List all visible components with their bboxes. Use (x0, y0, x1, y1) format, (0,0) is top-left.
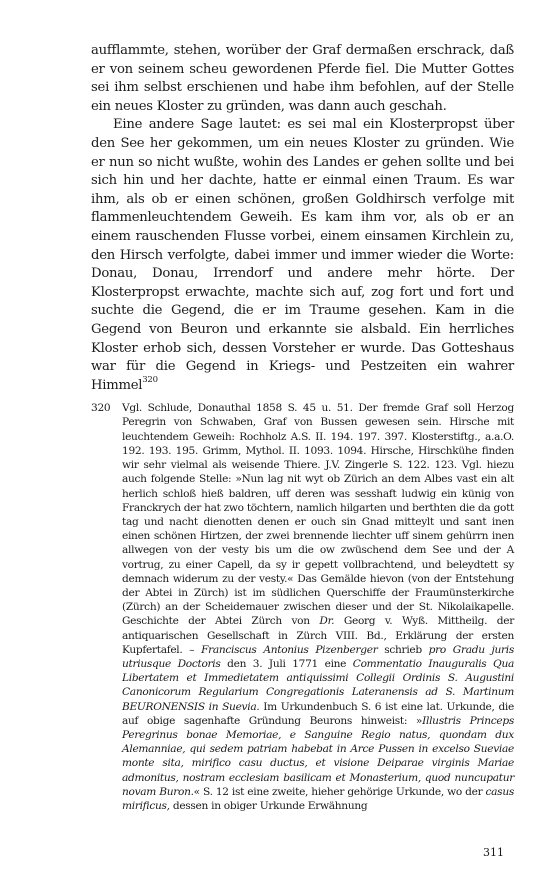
footnote-reference[interactable]: 320 (142, 375, 158, 386)
page-number: 311 (483, 846, 504, 859)
page-content (91, 42, 514, 813)
paragraph-2-text: Eine andere Sage lautet: es sei mal ein Klosterpropst über den See her gekommen, um ein neues Kloster zu gründen. Wie er nun so nicht wußte, wohin des Landes er gehen sollte und bei sich hin und her dachte, hatte er einmal einen Traum. Es war ihm, als ob er einen schönen, großen Goldhirsch verfolge mit flammenleuchtendem Geweih. Es kam ihm vor, als ob er an einem rauschenden Flusse vorbei, einem einsamen Kirchlein zu, den Hirsch verfolgte, dabei immer und immer wieder die Worte: Donau, Donau, Irrendorf und andere mehr hörte. Der Klosterpropst erwachte, machte sich auf, zog fort und fort und suchte die Gegend, die er im Traume gesehen. Kam in die Gegend von Beuron und erkannte sie alsbald. Ein herrliches Kloster erhob sich, dessen Vorsteher er wurde. Das Gotteshaus war für die Gegend in Kriegs- und Pestzeiten ein wahrer Himmel (91, 117, 514, 393)
footnote-italic-2: Franciscus Antonius Pizenberger (201, 643, 378, 656)
footnote-italic-4: Commentatio Inauguralis Qua Libertatem et Immedietatem antiquissimi Collegii Ordinis S. Augustini Canonicorum Regularium Congregationis Lateranensis ad S. Martinum BEURONENSIS in Suevia. (122, 657, 514, 713)
paragraph-2 (91, 116, 514, 395)
main-text (91, 42, 514, 395)
footnote-text-3: schrieb (377, 643, 429, 656)
footnote-italic-1: Dr. (319, 615, 335, 628)
footnote-text-6: « S. 12 ist eine zweite, hieher gehörige Urkunde, wo der (193, 785, 486, 798)
footnote-text-5: Im Urkundenbuch S. 6 ist eine lat. Urkunde, die auf obige sagenhafte Gründung Beurons hinweist: » (122, 700, 514, 727)
footnote-number: 320 (91, 402, 111, 415)
footnote-320 (91, 401, 514, 813)
footnote-text-1: Vgl. Schlude, Donauthal 1858 S. 45 u. 51. Der fremde Graf soll Herzog Peregrin von Schwaben, Graf von Bussen gewesen sein. Hirsche mit leuchtendem Geweih: Rochholz A.S. II. 194. 197. 397. Klosterstiftg., a.a.O. 192. 193. 195. Grimm, Mythol. II. 1093. 1094. Hirsche, Hirschkühe finden wir sehr vielmal als weisende Thiere. J.V. Zingerle S. 122. 123. Vgl. hiezu auch folgende Stelle: »Nun lag nit wyt ob Zürich an dem Albes vast ein alt herlich schloß hieß baldren, uff deren was sesshaft ludwig ein künig von Franckrych der hat zwo töchtern, namlich hilgarten und berthten die da gott tag und nacht dienotten denen er ouch sin Gnad mitteylt und sant inen einen schönen Hirtzen, der zwei brennende liechter uff sinem gehürrn inen allwegen von der vesty bis um die ow zwüschend dem See und der A vortrug, zu einer Capell, da sy ir gepett vollbrachtend, und beleydtett sy demnach widerum zu der vesty.« Das Gemälde hievon (von der Entstehung der Abtei in Zürch) ist im südlichen Querschiffe der Fraumünsterkirche (Zürch) an der Scheidemauer zwischen dieser und der St. Nikolaikapelle. Geschichte der Abtei Zürch von (122, 402, 514, 628)
footnote-text-7: dessen in obiger Urkunde Erwähnung (169, 799, 368, 812)
footnote-italic-3: pro Gradu juris utriusque Doctoris (122, 643, 515, 670)
footnote-text-2: Georg v. Wyß. Mittheilg. der antiquarischen Gesellschaft in Zürch VIII. Bd., Erklärung der ersten Kupfertafel. – (122, 615, 514, 656)
footnote-italic-5: Illustris Princeps Peregrinus bonae Memoriae, e Sanguine Regio natus, quondam dux Alemanniae, qui sedem patriam habebat in Arce Pussen in excelso Sueviae monte sita, mirifico casu ductus, et visione Deiparae virginis Mariae admonitus, nostram ecclesiam basilicam et Monasterium, quod nuncupatur novam Buron. (122, 714, 514, 798)
footnote-italic-6: casus mirificus, (122, 785, 514, 812)
paragraph-1: aufflammte, stehen, worüber der Graf dermaßen erschrack, daß er von seinem scheu gewordenen Pferde fiel. Die Mutter Gottes sei ihm selbst erschienen und habe ihm befohlen, auf der Stelle ein neues Kloster zu gründen, was dann auch geschah. (91, 43, 514, 114)
footnote-text-4: den 3. Juli 1771 eine (220, 657, 353, 670)
